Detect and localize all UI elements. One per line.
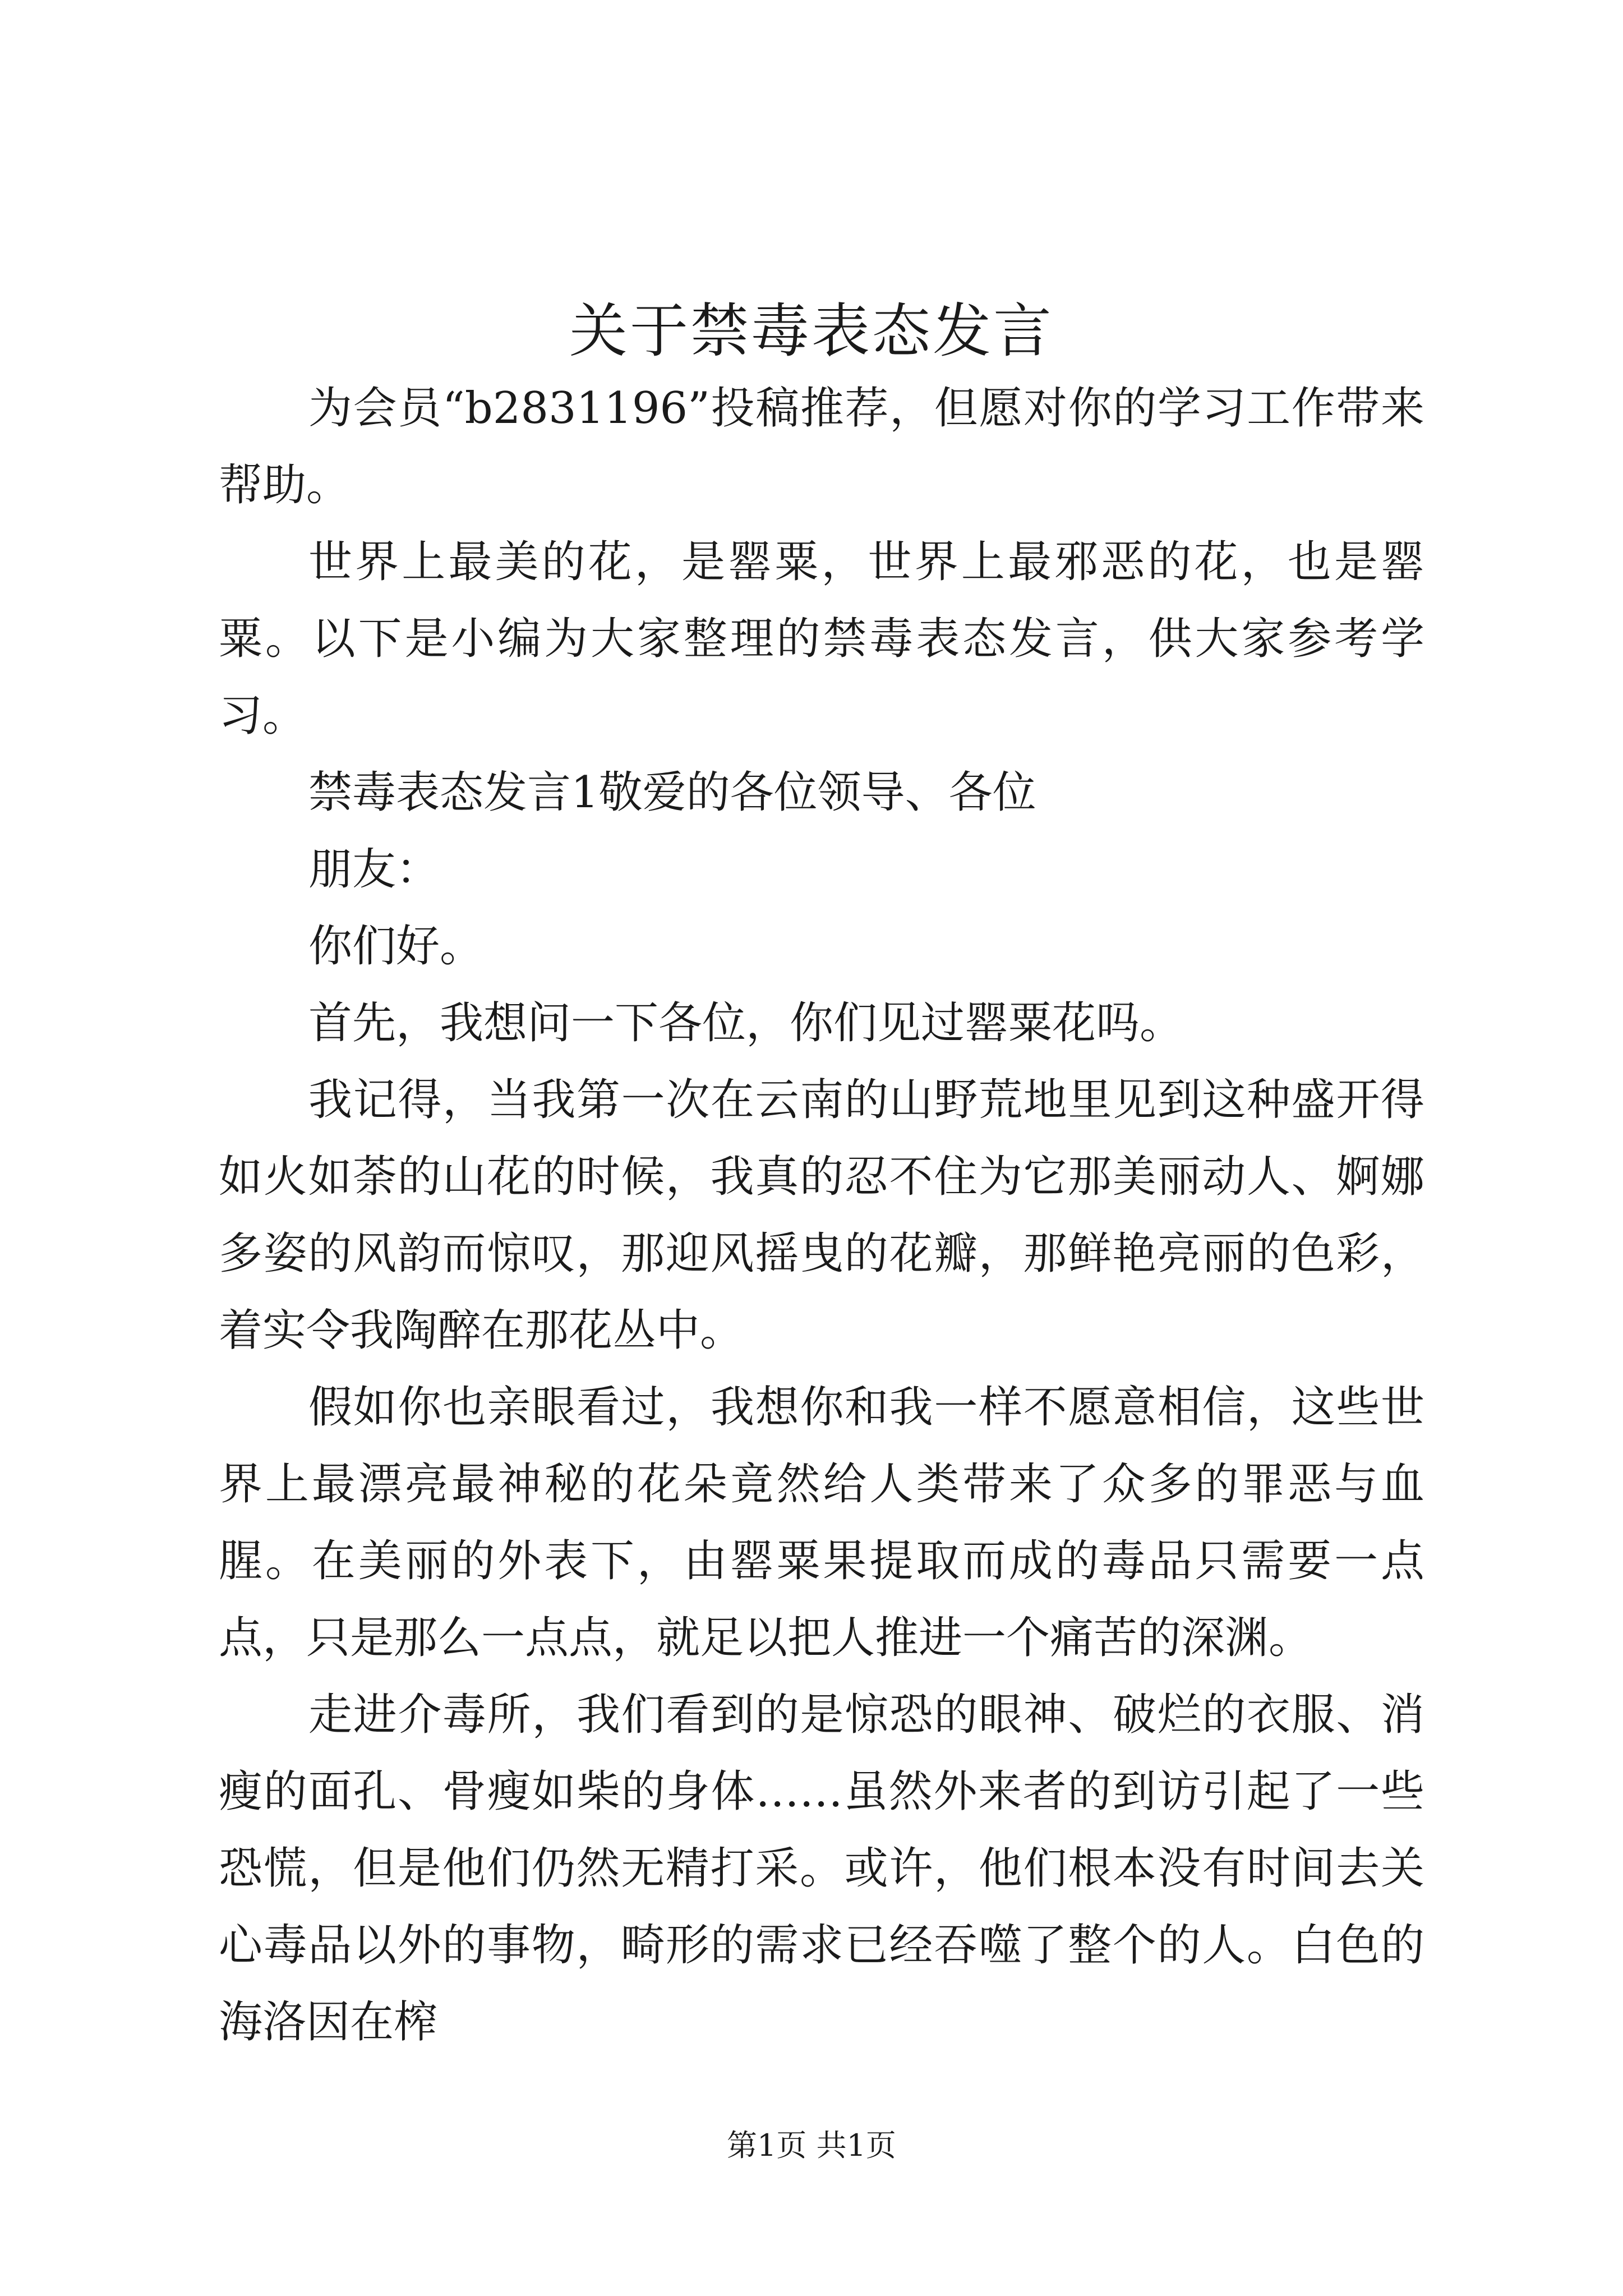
paragraph: 走进介毒所，我们看到的是惊恐的眼神、破烂的衣服、消瘦的面孔、骨瘦如柴的身体……虽然外来者的到访引起了一些恐慌，但是他们仍然无精打采。或许，他们根本没有时间去关心毒品以外的事物，畸形的需求已经吞噬了整个的人。白色的海洛因在榨 (219, 1690, 1424, 2047)
paragraph: 世界上最美的花，是罂粟，世界上最邪恶的花，也是罂粟。以下是小编为大家整理的禁毒表态发言，供大家参考学习。 (219, 537, 1424, 741)
paragraph: 朋友： (308, 844, 440, 895)
paragraph: 假如你也亲眼看过，我想你和我一样不愿意相信，这些世界上最漂亮最神秘的花朵竟然给人类带来了众多的罪恶与血腥。在美丽的外表下，由罂粟果提取而成的毒品只需要一点点，只是那么一点点，就足以把人推进一个痛苦的深渊。 (219, 1382, 1424, 1663)
paragraph: 为会员“b2831196”投稿推荐，但愿对你的学习工作带来帮助。 (219, 383, 1424, 510)
document-body (219, 370, 1424, 2061)
paragraph: 首先，我想问一下各位，你们见过罂粟花吗。 (308, 998, 1184, 1048)
paragraph: 禁毒表态发言1敬爱的各位领导、各位 (308, 767, 1036, 818)
paragraph: 我记得，当我第一次在云南的山野荒地里见到这种盛开得如火如荼的山花的时候，我真的忍不住为它那美丽动人、婀娜多姿的风韵而惊叹，那迎风摇曳的花瓣，那鲜艳亮丽的色彩，着实令我陶醉在那花丛中。 (219, 1075, 1424, 1356)
page-footer: 第1页 共1页 (727, 2128, 896, 2163)
paragraph: 你们好。 (308, 921, 484, 972)
document-title: 关于禁毒表态发言 (569, 297, 1054, 365)
